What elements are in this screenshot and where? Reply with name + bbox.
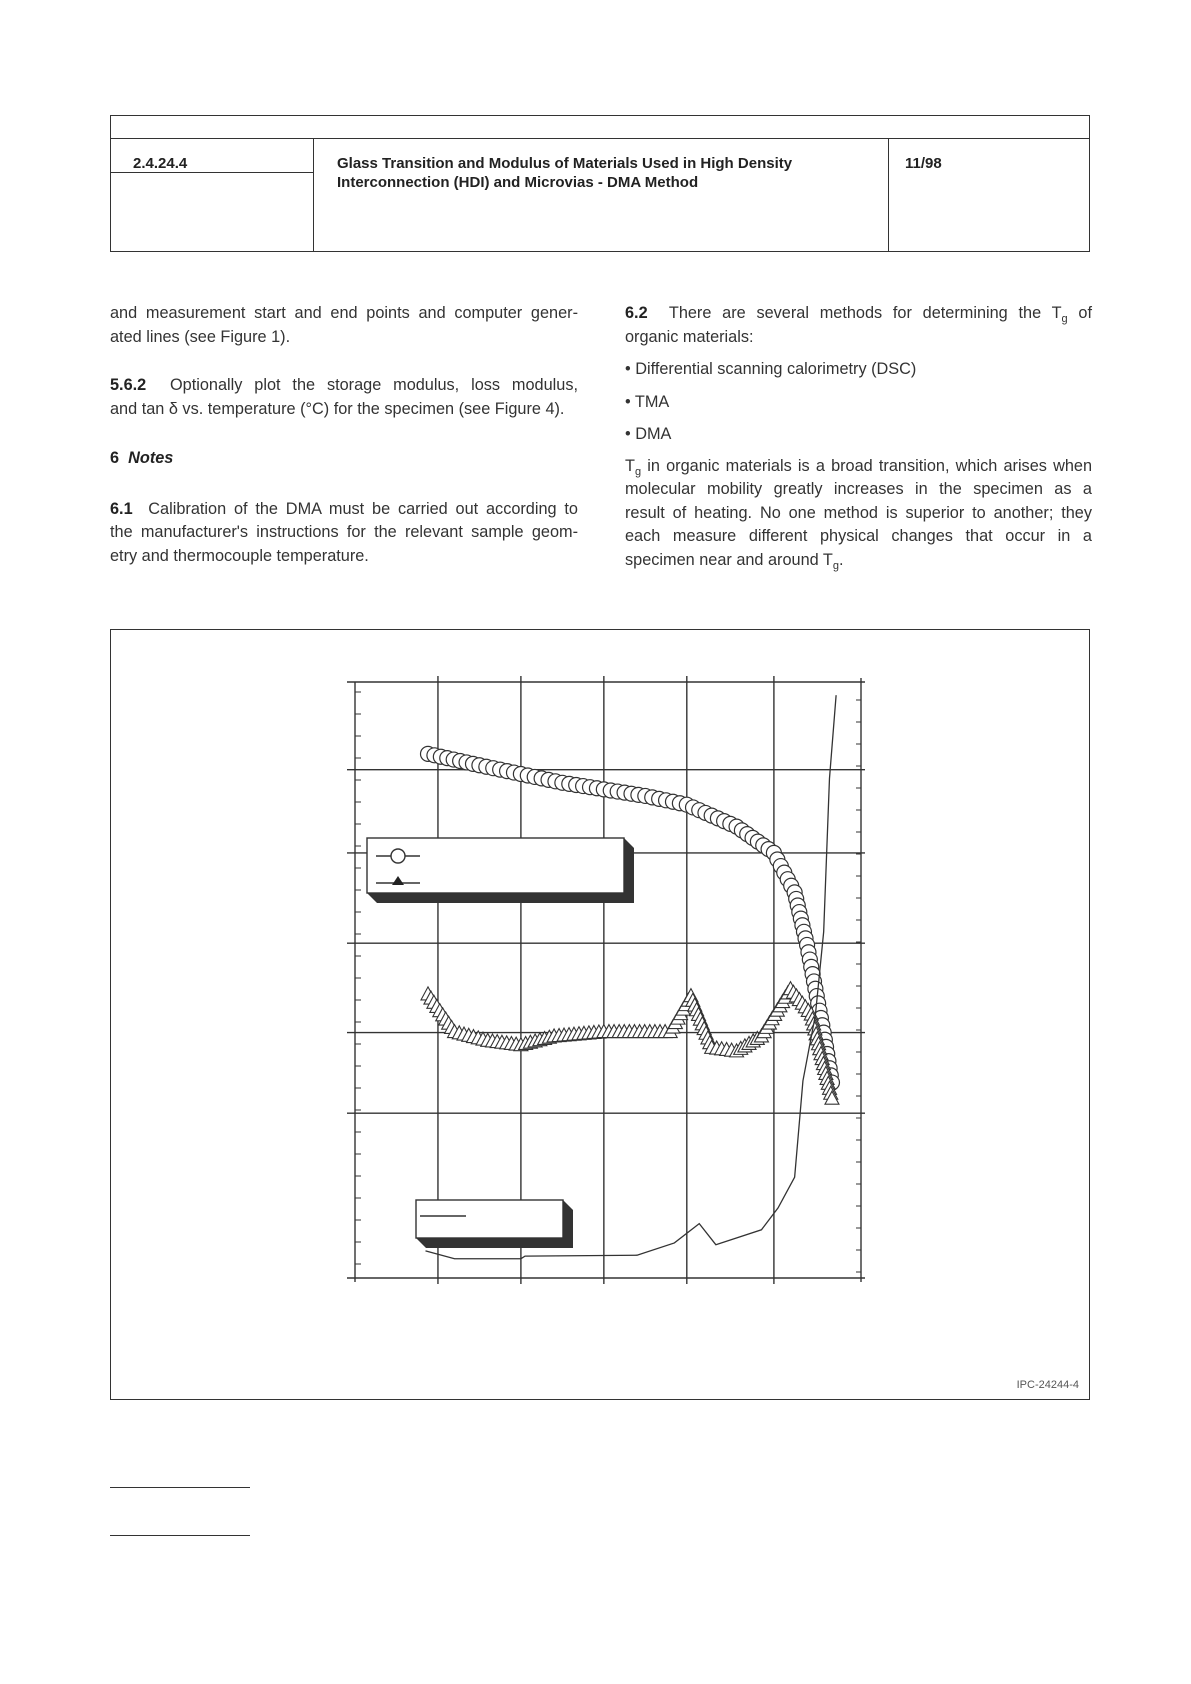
text: There are several methods for determining the T <box>668 304 1062 322</box>
text-line: the manufacturer's instructions for the relevant sample geom- <box>110 523 578 541</box>
title-line-2: Interconnection (HDI) and Microvias - DMA Method <box>337 174 699 191</box>
section-number: 6.2 <box>625 304 648 322</box>
text: . <box>839 550 844 569</box>
subscript: g <box>832 559 839 572</box>
bullet-item: • TMA <box>625 392 670 411</box>
legend2-box <box>416 1200 563 1238</box>
text-line: ated lines (see Figure 1). <box>110 327 291 346</box>
text-line: and tan δ vs. temperature (°C) for the specimen (see Figure 4). <box>110 399 565 418</box>
bullet-item: • DMA <box>625 425 672 443</box>
test-method-number: 2.4.24.4 <box>133 155 188 172</box>
figure-id: IPC-24244-4 <box>1016 1379 1079 1391</box>
text-line: etry and thermocouple temperature. <box>110 546 369 565</box>
section-number: 5.6.2 <box>110 376 147 394</box>
text-line: organic materials: <box>625 327 754 346</box>
footnote-rule <box>110 1535 250 1536</box>
text-line: and measurement start and end points and computer gener- <box>110 304 578 322</box>
bullet-item: • Differential scanning calorimetry (DSC) <box>625 360 917 378</box>
text: in organic materials is a broad transition, which arises when <box>641 456 1092 475</box>
footnote-rule <box>110 1487 250 1488</box>
text-line: result of heating. No one method is superior to another; they <box>625 503 1092 522</box>
text: specimen near and around T <box>625 550 833 569</box>
section-number: 6.1 <box>110 499 133 518</box>
legend-circle-icon <box>391 849 405 863</box>
text: T <box>625 456 635 475</box>
title-line-1: Glass Transition and Modulus of Materials Used in High Density <box>337 155 793 172</box>
legend-box <box>367 838 624 893</box>
text: Calibration of the DMA must be carried out according to <box>148 499 578 518</box>
text: Optionally plot the storage modulus, loss modulus, <box>170 376 578 394</box>
subscript: g <box>634 465 642 478</box>
section-number: 6 <box>110 449 120 467</box>
section-title: Notes <box>128 449 174 467</box>
text-line: molecular mobility greatly increases in the specimen as a <box>625 480 1092 498</box>
text-line: each measure different physical changes that occur in a <box>625 527 1092 545</box>
subscript: g <box>1061 313 1068 325</box>
revision-date: 11/98 <box>905 155 942 172</box>
text: of <box>1067 304 1092 322</box>
